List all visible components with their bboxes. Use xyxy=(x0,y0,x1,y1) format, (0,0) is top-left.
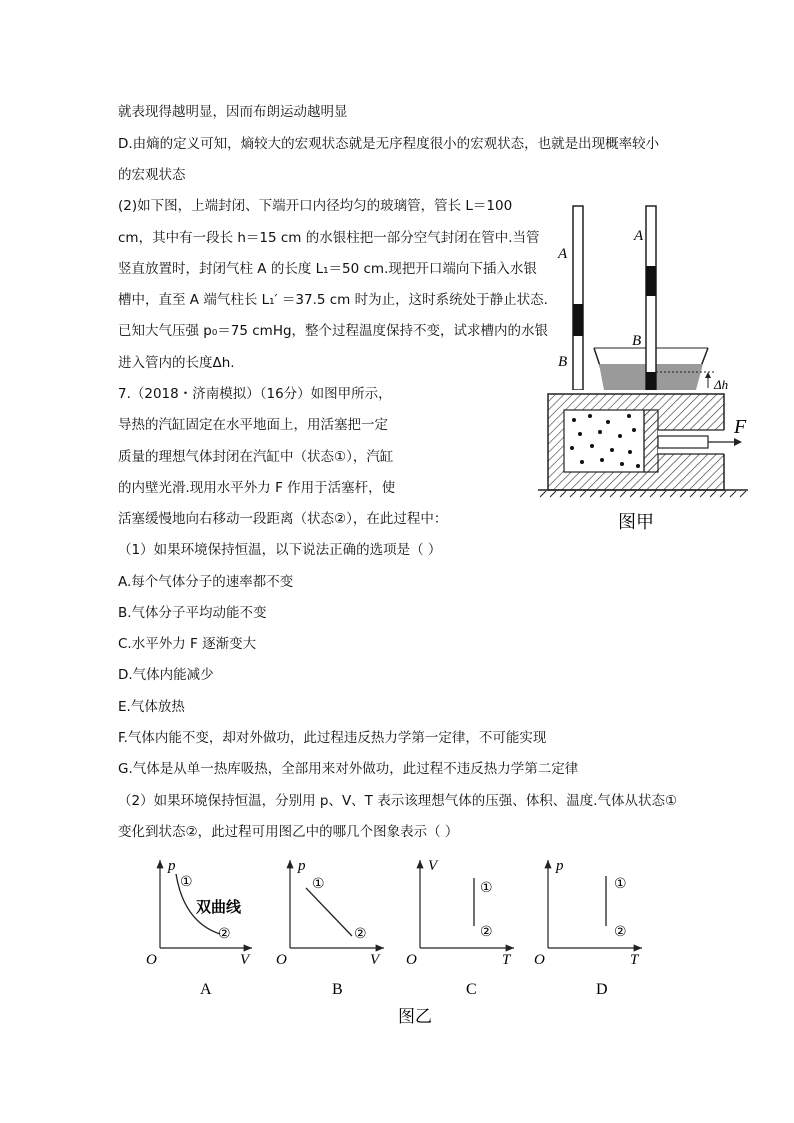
left-tube-label-a: A xyxy=(558,246,568,262)
graph-d-state-2: ② xyxy=(614,924,627,940)
text-line: G.气体是从单一热库吸热，全部用来对外做功，此过程不违反热力学第二定律 xyxy=(118,761,579,777)
text-line: 质量的理想气体封闭在汽缸中（状态①），汽缸 xyxy=(118,449,394,465)
right-tube xyxy=(646,206,656,390)
force-label: F xyxy=(734,416,747,438)
text-line: 变化到状态②，此过程可用图乙中的哪几个图象表示（ ） xyxy=(118,824,459,840)
cylinder-figure xyxy=(534,390,762,540)
text-line: 已知大气压强 p₀＝75 cmHg，整个过程温度保持不变，试求槽内的水银 xyxy=(118,323,549,339)
right-tube-mercury-inside xyxy=(646,372,656,390)
text-line: 槽中，直至 A 端气柱长 L₁′ ＝37.5 cm 时为止，这时系统处于静止状态. xyxy=(118,292,548,308)
piston-rod xyxy=(658,436,708,448)
dh-arrow-head xyxy=(705,372,711,378)
text-line: 就表现得越明显，因而布朗运动越明显 xyxy=(118,104,348,120)
text-line: F.气体内能不变，却对外做功，此过程违反热力学第一定律，不可能实现 xyxy=(118,730,547,746)
graph-d xyxy=(534,858,642,998)
graph-b-origin: O xyxy=(276,952,287,968)
graph-a-state-2: ② xyxy=(218,926,231,942)
piston xyxy=(644,410,658,472)
graph-d-x-axis: T xyxy=(630,952,639,968)
graph-a-state-1: ① xyxy=(180,874,193,890)
text-line: A.每个气体分子的速率都不变 xyxy=(118,574,294,590)
gas-chamber xyxy=(564,410,644,472)
graph-b-line xyxy=(306,888,352,936)
graph-a xyxy=(146,858,252,998)
text-line: 7.（2018・济南模拟）（16分）如图甲所示， xyxy=(118,386,392,402)
text-line: cm，其中有一段长 h＝15 cm 的水银柱把一部分空气封闭在管中.当管 xyxy=(118,230,540,246)
text-line: 进入管内的长度Δh. xyxy=(118,355,235,371)
text-line: 的内壁光滑.现用水平外力 F 作用于活塞杆，使 xyxy=(118,480,396,496)
text-line: D.气体内能减少 xyxy=(118,667,214,683)
text-line: E.气体放热 xyxy=(118,699,185,715)
graph-a-letter: A xyxy=(200,981,212,998)
graph-b-y-axis: p xyxy=(298,858,306,874)
graph-c-x-axis: T xyxy=(502,952,511,968)
graph-a-y-axis: p xyxy=(168,858,176,874)
text-line: （2）如果环境保持恒温，分别用 p、V、T 表示该理想气体的压强、体积、温度.气体从状态① xyxy=(118,793,678,809)
graph-d-origin: O xyxy=(534,952,545,968)
ground-hatch xyxy=(540,491,746,497)
graph-a-note: 双曲线 xyxy=(196,898,242,916)
right-tube-label-b: B xyxy=(632,333,642,349)
left-mercury-column xyxy=(573,304,583,336)
right-mercury-column xyxy=(646,266,656,296)
graph-c xyxy=(406,858,514,998)
graph-b-letter: B xyxy=(332,981,343,998)
glass-tube-figure xyxy=(548,198,748,390)
graph-a-origin: O xyxy=(146,952,157,968)
graph-a-x-axis: V xyxy=(240,952,250,968)
graph-b xyxy=(276,858,384,998)
graph-c-origin: O xyxy=(406,952,417,968)
text-line: 活塞缓慢地向右移动一段距离（状态②），在此过程中： xyxy=(118,511,448,527)
graph-b-state-2: ② xyxy=(354,926,367,942)
graph-c-y-axis: V xyxy=(428,858,438,874)
graph-c-state-1: ① xyxy=(480,880,493,896)
text-line: 竖直放置时，封闭气柱 A 的长度 L₁＝50 cm.现把开口端向下插入水银 xyxy=(118,261,537,277)
text-line: 导热的汽缸固定在水平地面上，用活塞把一定 xyxy=(118,417,388,433)
graph-d-state-1: ① xyxy=(614,876,627,892)
graph-c-letter: C xyxy=(466,981,477,998)
force-arrow-head xyxy=(734,438,742,446)
text-line: B.气体分子平均动能不变 xyxy=(118,605,267,621)
text-line: (2)如下图，上端封闭、下端开口内径均匀的玻璃管，管长 L＝100 xyxy=(118,198,513,214)
graph-b-state-1: ① xyxy=(312,876,325,892)
graph-d-y-axis: p xyxy=(556,858,564,874)
right-tube-label-a: A xyxy=(634,228,644,244)
graph-b-x-axis: V xyxy=(370,952,380,968)
graphs-figure xyxy=(140,850,660,1030)
left-tube-label-b: B xyxy=(558,354,568,370)
graph-d-letter: D xyxy=(596,981,608,998)
dh-label: Δh xyxy=(714,377,729,390)
graph-c-state-2: ② xyxy=(480,924,493,940)
left-tube xyxy=(573,206,583,390)
text-line: （1）如果环境保持恒温，以下说法正确的选项是（ ） xyxy=(118,542,442,558)
text-line: C.水平外力 F 逐渐变大 xyxy=(118,636,257,652)
text-line: 的宏观状态 xyxy=(118,167,186,183)
figure-jia-caption: 图甲 xyxy=(618,512,654,533)
figure-yi-caption: 图乙 xyxy=(398,1007,432,1027)
text-line: D.由熵的定义可知，熵较大的宏观状态就是无序程度很小的宏观状态，也就是出现概率较小 xyxy=(118,136,660,152)
